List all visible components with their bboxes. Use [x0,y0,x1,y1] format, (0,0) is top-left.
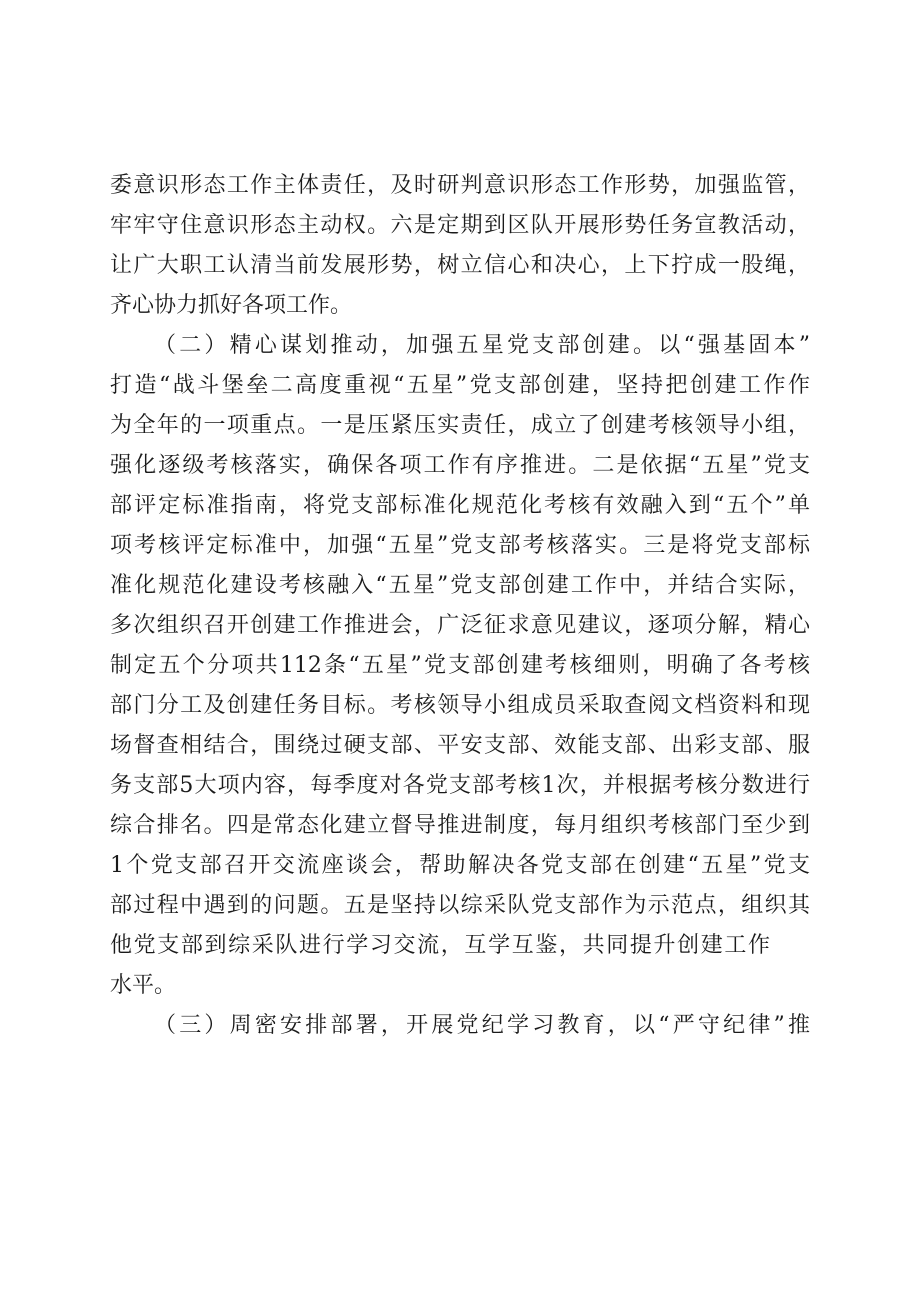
text-line: 为全年的一项重点。一是压紧压实责任，成立了创建考核领导小组， [110,413,810,438]
text-line: 牢牢守住意识形态主动权。六是定期到区队开展形势任务宣教活动， [110,213,810,238]
text-line: 综合排名。四是常态化建立督导推进制度，每月组织考核部门至少到 [110,813,810,838]
section-heading-line: （三）周密安排部署，开展党纪学习教育，以“严守纪律”推 [154,1013,810,1038]
text-line: 1个党支部召开交流座谈会，帮助解决各党支部在创建“五星”党支 [110,853,810,878]
section-heading-line: （二）精心谋划推动，加强五星党支部创建。以“强基固本” [154,333,810,358]
text-line: 部评定标准指南，将党支部标准化规范化考核有效融入到“五个”单 [110,493,810,518]
text-line: 强化逐级考核落实，确保各项工作有序推进。二是依据“五星”党支 [110,453,810,478]
text-line: 场督查相结合，围绕过硬支部、平安支部、效能支部、出彩支部、服 [110,733,810,758]
text-line: 委意识形态工作主体责任，及时研判意识形态工作形势，加强监管， [110,173,810,198]
paragraph-section-two [110,326,810,1006]
text-line: 打造“战斗堡垒二高度重视“五星”党支部创建，坚持把创建工作作 [110,373,810,398]
paragraph-section-three [110,1006,810,1046]
text-line: 水平。 [110,973,177,998]
text-line: 多次组织召开创建工作推进会，广泛征求意见建议，逐项分解，精心 [110,613,810,638]
text-line: 部门分工及创建任务目标。考核领导小组成员采取查阅文档资料和现 [110,693,810,718]
text-line: 齐心协力抓好各项工作。 [110,293,353,318]
text-line: 项考核评定标准中，加强“五星”党支部考核落实。三是将党支部标 [110,533,810,558]
paragraph-continuation [110,166,810,326]
document-body [110,166,810,1046]
text-line: 让广大职工认清当前发展形势，树立信心和决心，上下拧成一股绳， [110,253,810,278]
text-line: 准化规范化建设考核融入“五星”党支部创建工作中，并结合实际， [110,573,810,598]
text-line: 制定五个分项共112条“五星”党支部创建考核细则，明确了各考核 [110,653,810,678]
text-line: 他党支部到综采队进行学习交流，互学互鉴，共同提升创建工作 [110,933,770,958]
text-line: 部过程中遇到的问题。五是坚持以综采队党支部作为示范点，组织其 [110,893,810,918]
text-line: 务支部5大项内容，每季度对各党支部考核1次，并根据考核分数进行 [110,773,810,798]
